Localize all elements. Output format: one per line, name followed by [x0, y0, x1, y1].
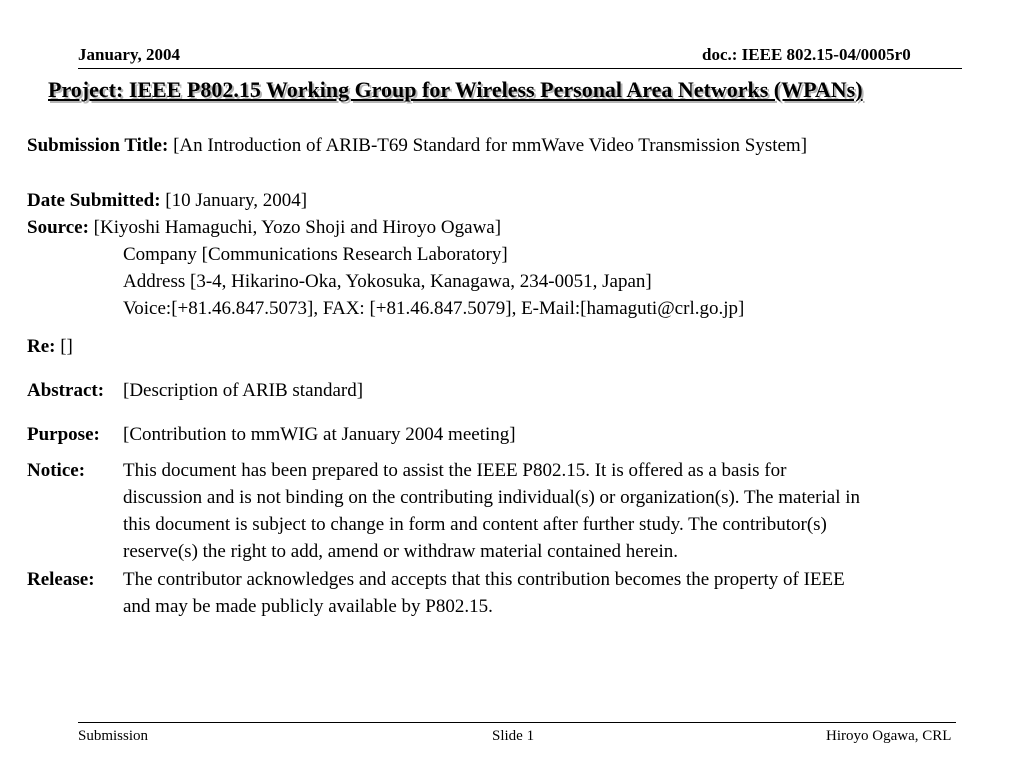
release-line: and may be made publicly available by P802.15. — [123, 596, 493, 617]
submission-title-label: Submission Title: — [27, 135, 169, 156]
notice-line: discussion and is not binding on the contributing individual(s) or organization(s). The material in — [123, 487, 861, 508]
slide-number: Slide 1 — [492, 728, 535, 744]
notice-line: reserve(s) the right to add, amend or withdraw material contained herein. — [123, 541, 679, 562]
footer-divider — [78, 722, 956, 723]
notice-label: Notice: — [27, 460, 86, 481]
page-title: Project: IEEE P802.15 Working Group for Wireless Personal Area Networks (WPANs) — [48, 77, 863, 102]
source-row — [27, 214, 501, 241]
source-company: Company [Communications Research Laboratory] — [123, 244, 508, 265]
notice-line: This document has been prepared to assist the IEEE P802.15. It is offered as a basis for — [123, 460, 787, 481]
submission-title-row — [27, 132, 807, 159]
re-label: Re: — [27, 336, 56, 357]
release-label: Release: — [27, 569, 95, 590]
abstract-label: Abstract: — [27, 380, 105, 401]
source-value: [Kiyoshi Hamaguchi, Yozo Shoji and Hiroyo Ogawa] — [93, 217, 502, 238]
header-divider — [78, 68, 962, 69]
footer-author: Hiroyo Ogawa, CRL — [826, 728, 952, 744]
source-voice: Voice:[+81.46.847.5073], FAX: [+81.46.847.5079], E-Mail:[hamaguti@crl.go.jp] — [123, 298, 745, 319]
re-value: [] — [60, 336, 73, 357]
purpose-value: [Contribution to mmWIG at January 2004 meeting] — [123, 424, 516, 445]
date-submitted-row — [27, 187, 307, 214]
abstract-value: [Description of ARIB standard] — [123, 380, 364, 401]
footer-left: Submission — [78, 728, 149, 744]
purpose-label: Purpose: — [27, 424, 100, 445]
date-submitted-label: Date Submitted: — [27, 190, 161, 211]
release-line: The contributor acknowledges and accepts that this contribution becomes the property of IEEE — [123, 569, 845, 590]
submission-title-value: [An Introduction of ARIB-T69 Standard for mmWave Video Transmission System] — [173, 135, 808, 156]
notice-line: this document is subject to change in form and content after further study. The contributor(s) — [123, 514, 827, 535]
source-address: Address [3-4, Hikarino-Oka, Yokosuka, Kanagawa, 234-0051, Japan] — [123, 271, 652, 292]
re-row — [27, 333, 73, 360]
header-date: January, 2004 — [78, 45, 181, 64]
date-submitted-value: [10 January, 2004] — [165, 190, 308, 211]
source-label: Source: — [27, 217, 89, 238]
header-doc-id: doc.: IEEE 802.15-04/0005r0 — [702, 45, 911, 64]
